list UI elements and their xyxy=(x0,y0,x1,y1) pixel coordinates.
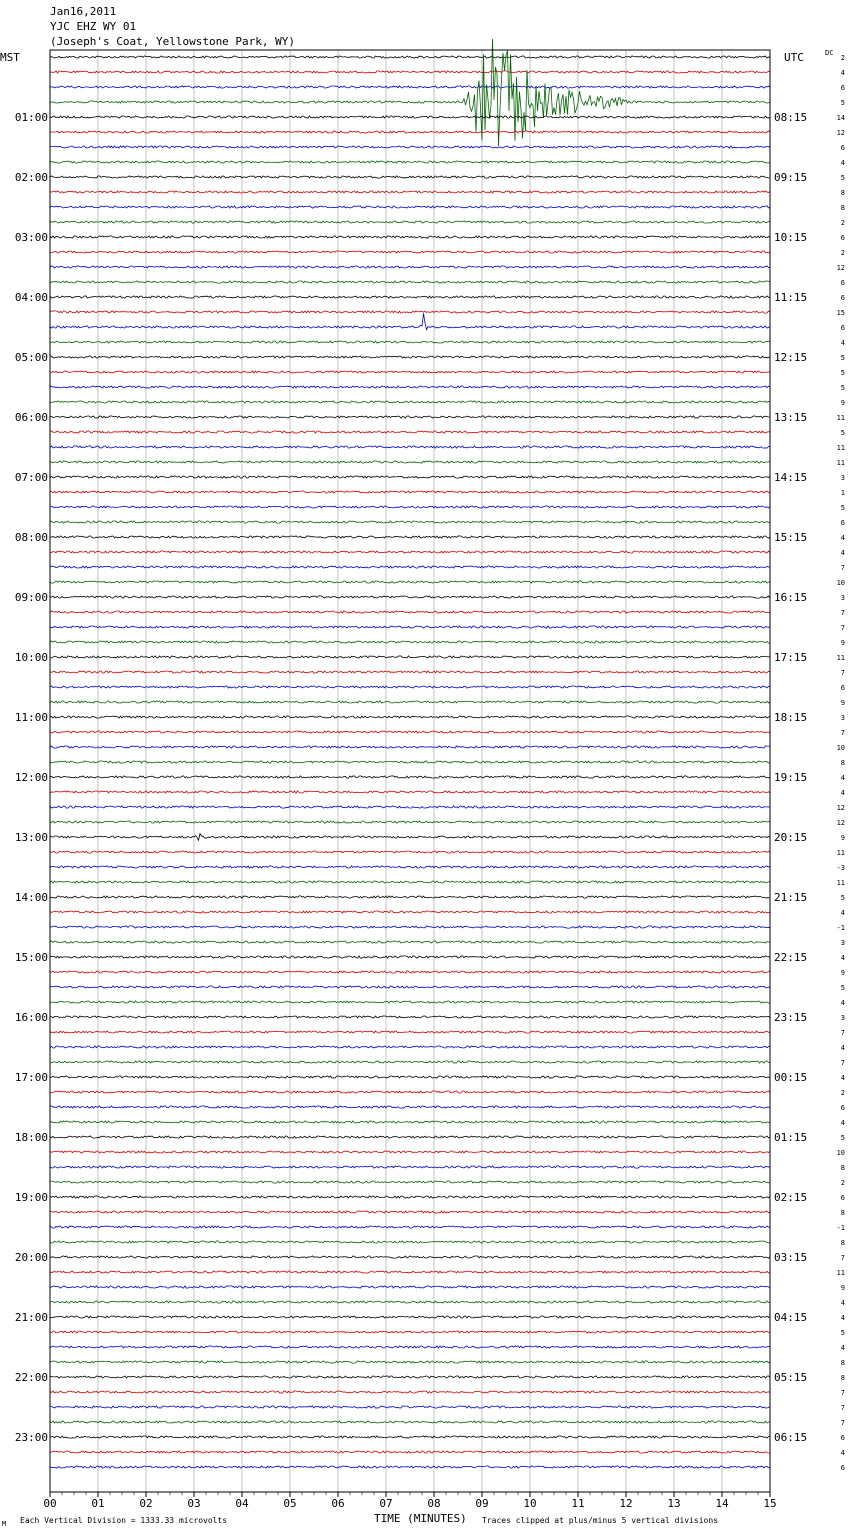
trace-row xyxy=(50,806,770,808)
right-hour-label: 11:15 xyxy=(774,291,808,304)
dc-offset-label: 6 xyxy=(840,144,845,152)
dc-offset-label: 4 xyxy=(840,549,845,557)
trace-row xyxy=(50,401,770,403)
right-hour-label: 18:15 xyxy=(774,711,808,724)
trace-row xyxy=(50,491,770,493)
left-hour-label: 12:00 xyxy=(14,771,48,784)
left-hour-label: 07:00 xyxy=(14,471,48,484)
dc-offset-label: 5 xyxy=(840,429,845,437)
dc-offset-label: 6 xyxy=(840,1104,845,1112)
left-hour-label: 04:00 xyxy=(14,291,48,304)
right-hour-label: 04:15 xyxy=(774,1311,808,1324)
x-tick-label: 12 xyxy=(619,1497,633,1510)
trace-row xyxy=(50,251,770,253)
dc-offset-label: 4 xyxy=(840,1299,845,1307)
right-hour-label: 06:15 xyxy=(774,1431,808,1444)
right-hour-label: 09:15 xyxy=(774,171,808,184)
right-hour-label: 21:15 xyxy=(774,891,808,904)
x-tick-label: 11 xyxy=(571,1497,585,1510)
dc-offset-label: 7 xyxy=(840,1404,845,1412)
x-tick-label: 06 xyxy=(331,1497,345,1510)
trace-row xyxy=(50,1421,770,1423)
trace-row xyxy=(50,686,770,688)
dc-offset-label: 3 xyxy=(840,1014,845,1022)
right-hour-label: 10:15 xyxy=(774,231,808,244)
trace-row xyxy=(50,416,770,418)
dc-offset-label: 5 xyxy=(840,504,845,512)
trace-row xyxy=(50,1286,770,1288)
dc-offset-label: 6 xyxy=(840,324,845,332)
right-hour-label: 05:15 xyxy=(774,1371,808,1384)
right-hour-label: 20:15 xyxy=(774,831,808,844)
dc-offset-label: 5 xyxy=(840,384,845,392)
trace-row xyxy=(50,1226,770,1228)
dc-offset-label: 5 xyxy=(840,984,845,992)
dc-offset-label: 12 xyxy=(836,819,845,827)
left-hour-label: 23:00 xyxy=(14,1431,48,1444)
x-tick-label: 01 xyxy=(91,1497,105,1510)
dc-offset-label: 11 xyxy=(836,459,845,467)
trace-row xyxy=(50,1076,770,1078)
right-hour-label: 00:15 xyxy=(774,1071,808,1084)
trace-row xyxy=(50,671,770,673)
right-hour-label: 03:15 xyxy=(774,1251,808,1264)
trace-row xyxy=(50,86,770,88)
trace-row xyxy=(50,296,770,298)
dc-offset-label: 3 xyxy=(840,594,845,602)
x-tick-label: 14 xyxy=(715,1497,729,1510)
right-hour-label: 16:15 xyxy=(774,591,808,604)
trace-row xyxy=(50,236,770,238)
trace-row xyxy=(50,761,770,763)
date-label: Jan16,2011 xyxy=(50,5,117,18)
dc-offset-label: 6 xyxy=(840,279,845,287)
dc-offset-label: 8 xyxy=(840,1209,845,1217)
dc-offset-label: 8 xyxy=(840,759,845,767)
trace-row xyxy=(50,941,770,943)
left-hour-label: 13:00 xyxy=(14,831,48,844)
left-hour-label: 21:00 xyxy=(14,1311,48,1324)
x-tick-label: 00 xyxy=(43,1497,57,1510)
left-hour-label: 18:00 xyxy=(14,1131,48,1144)
trace-row xyxy=(50,1256,770,1258)
trace-row xyxy=(50,626,770,628)
trace-row xyxy=(50,146,770,148)
trace-row xyxy=(50,1061,770,1063)
dc-offset-label: 11 xyxy=(836,654,845,662)
dc-offset-label: 1 xyxy=(840,489,845,497)
dc-offset-label: 9 xyxy=(840,1284,845,1292)
dc-offset-label: 3 xyxy=(840,714,845,722)
dc-offset-label: 4 xyxy=(840,1449,845,1457)
dc-offset-label: 4 xyxy=(840,1344,845,1352)
dc-offset-label: 8 xyxy=(840,1239,845,1247)
dc-offset-label: 8 xyxy=(840,189,845,197)
trace-row xyxy=(50,566,770,568)
trace-row xyxy=(50,1271,770,1273)
trace-row xyxy=(50,851,770,853)
x-tick-label: 15 xyxy=(763,1497,777,1510)
left-hour-label: 15:00 xyxy=(14,951,48,964)
left-hour-label: 22:00 xyxy=(14,1371,48,1384)
trace-row xyxy=(50,1391,770,1393)
dc-offset-label: 4 xyxy=(840,789,845,797)
trace-row xyxy=(50,386,770,388)
trace-row xyxy=(50,551,770,553)
trace-row xyxy=(50,1001,770,1003)
dc-offset-label: 11 xyxy=(836,414,845,422)
trace-row xyxy=(50,131,770,133)
trace-row xyxy=(50,431,770,433)
dc-offset-label: 9 xyxy=(840,969,845,977)
dc-offset-label: 2 xyxy=(840,249,845,257)
trace-row xyxy=(50,1466,770,1468)
trace-row xyxy=(50,39,770,146)
dc-offset-label: 5 xyxy=(840,1134,845,1142)
left-hour-label: 11:00 xyxy=(14,711,48,724)
left-hour-label: 14:00 xyxy=(14,891,48,904)
trace-row xyxy=(50,1406,770,1408)
station-label: YJC EHZ WY 01 xyxy=(50,20,137,33)
dc-offset-label: 11 xyxy=(836,444,845,452)
trace-row xyxy=(50,1361,770,1363)
left-hour-label: 19:00 xyxy=(14,1191,48,1204)
x-tick-label: 08 xyxy=(427,1497,441,1510)
trace-row xyxy=(50,266,770,268)
dc-offset-label: 4 xyxy=(840,1314,845,1322)
dc-offset-label: 4 xyxy=(840,69,845,77)
dc-offset-label: -1 xyxy=(836,924,845,932)
left-hour-label: 06:00 xyxy=(14,411,48,424)
trace-row xyxy=(50,881,770,883)
dc-offset-label: 6 xyxy=(840,84,845,92)
left-hour-label: 05:00 xyxy=(14,351,48,364)
dc-offset-label: 5 xyxy=(840,894,845,902)
x-tick-label: 07 xyxy=(379,1497,393,1510)
trace-row xyxy=(50,701,770,703)
trace-row xyxy=(50,116,770,118)
dc-offset-label: 9 xyxy=(840,639,845,647)
dc-offset-label: 7 xyxy=(840,564,845,572)
left-axis-title: MST xyxy=(0,51,20,64)
dc-offset-label: 2 xyxy=(840,1179,845,1187)
trace-row xyxy=(50,656,770,658)
dc-offset-label: 9 xyxy=(840,399,845,407)
trace-row xyxy=(50,56,770,58)
trace-row xyxy=(50,1241,770,1243)
trace-row xyxy=(50,446,770,448)
dc-column-title: DC xyxy=(825,49,834,57)
dc-offset-label: 8 xyxy=(840,1164,845,1172)
corner-mark: M xyxy=(2,1520,7,1528)
trace-row xyxy=(50,221,770,223)
dc-offset-label: 4 xyxy=(840,1119,845,1127)
dc-offset-label: 2 xyxy=(840,1089,845,1097)
dc-offset-label: 12 xyxy=(836,804,845,812)
dc-offset-label: 6 xyxy=(840,519,845,527)
dc-offset-label: 5 xyxy=(840,99,845,107)
trace-row xyxy=(50,161,770,163)
trace-row xyxy=(50,191,770,193)
trace-row xyxy=(50,866,770,868)
dc-offset-label: 6 xyxy=(840,684,845,692)
x-tick-label: 09 xyxy=(475,1497,489,1510)
dc-offset-label: 5 xyxy=(840,369,845,377)
trace-row xyxy=(50,956,770,958)
trace-row xyxy=(50,1136,770,1138)
trace-row xyxy=(50,1181,770,1183)
left-hour-label: 01:00 xyxy=(14,111,48,124)
dc-offset-label: 7 xyxy=(840,669,845,677)
trace-row xyxy=(50,1016,770,1018)
dc-offset-label: 10 xyxy=(836,1149,845,1157)
right-hour-label: 12:15 xyxy=(774,351,808,364)
trace-row xyxy=(50,1031,770,1033)
trace-row xyxy=(50,1121,770,1123)
trace-row xyxy=(50,641,770,643)
x-tick-label: 10 xyxy=(523,1497,537,1510)
trace-row xyxy=(50,834,770,841)
left-hour-label: 03:00 xyxy=(14,231,48,244)
right-hour-label: 13:15 xyxy=(774,411,808,424)
trace-row xyxy=(50,311,770,313)
trace-row xyxy=(50,731,770,733)
trace-row xyxy=(50,1436,770,1438)
trace-row xyxy=(50,1331,770,1333)
trace-row xyxy=(50,581,770,583)
trace-row xyxy=(50,896,770,898)
dc-offset-label: 12 xyxy=(836,264,845,272)
trace-row xyxy=(50,314,770,330)
dc-offset-label: 6 xyxy=(840,1194,845,1202)
x-tick-label: 04 xyxy=(235,1497,249,1510)
axis-labels xyxy=(15,54,845,1510)
right-hour-label: 08:15 xyxy=(774,111,808,124)
left-hour-label: 10:00 xyxy=(14,651,48,664)
scale-note: Each Vertical Division = 1333.33 microvolts xyxy=(20,1516,228,1525)
left-hour-label: 16:00 xyxy=(14,1011,48,1024)
trace-row xyxy=(50,281,770,283)
trace-row xyxy=(50,1046,770,1048)
dc-offset-label: 4 xyxy=(840,909,845,917)
trace-row xyxy=(50,791,770,793)
dc-offset-label: 3 xyxy=(840,939,845,947)
dc-offset-label: 8 xyxy=(840,1359,845,1367)
dc-offset-label: 4 xyxy=(840,954,845,962)
dc-offset-label: 11 xyxy=(836,1269,845,1277)
trace-row xyxy=(50,521,770,523)
trace-row xyxy=(50,1376,770,1378)
dc-offset-label: 14 xyxy=(836,114,845,122)
dc-offset-label: 4 xyxy=(840,774,845,782)
trace-row xyxy=(50,476,770,478)
left-hour-label: 02:00 xyxy=(14,171,48,184)
right-hour-label: 01:15 xyxy=(774,1131,808,1144)
trace-row xyxy=(50,1211,770,1213)
dc-offset-label: 6 xyxy=(840,1434,845,1442)
dc-offset-label: 7 xyxy=(840,1389,845,1397)
right-hour-label: 15:15 xyxy=(774,531,808,544)
trace-row xyxy=(50,1091,770,1093)
dc-offset-label: 15 xyxy=(836,309,845,317)
trace-row xyxy=(50,776,770,778)
trace-row xyxy=(50,1301,770,1303)
x-tick-label: 02 xyxy=(139,1497,153,1510)
dc-offset-label: 4 xyxy=(840,534,845,542)
trace-row xyxy=(50,746,770,748)
right-hour-label: 23:15 xyxy=(774,1011,808,1024)
right-axis-title: UTC xyxy=(784,51,804,64)
dc-offset-label: 9 xyxy=(840,699,845,707)
dc-offset-label: 8 xyxy=(840,204,845,212)
trace-row xyxy=(50,506,770,508)
trace-row xyxy=(50,611,770,613)
dc-offset-label: 5 xyxy=(840,1329,845,1337)
right-hour-label: 14:15 xyxy=(774,471,808,484)
dc-offset-label: 4 xyxy=(840,339,845,347)
trace-row xyxy=(50,716,770,718)
left-hour-label: 17:00 xyxy=(14,1071,48,1084)
right-hour-label: 22:15 xyxy=(774,951,808,964)
dc-offset-label: 7 xyxy=(840,624,845,632)
dc-offset-label: 5 xyxy=(840,354,845,362)
dc-offset-label: 11 xyxy=(836,849,845,857)
left-hour-label: 09:00 xyxy=(14,591,48,604)
left-hour-label: 20:00 xyxy=(14,1251,48,1264)
dc-offset-label: 7 xyxy=(840,1254,845,1262)
trace-row xyxy=(50,986,770,988)
dc-offset-label: 7 xyxy=(840,609,845,617)
dc-offset-label: 6 xyxy=(840,294,845,302)
dc-offset-label: 4 xyxy=(840,1044,845,1052)
dc-offset-label: 6 xyxy=(840,234,845,242)
dc-offset-label: 8 xyxy=(840,1374,845,1382)
dc-offset-label: 4 xyxy=(840,999,845,1007)
trace-group xyxy=(50,39,770,1468)
dc-offset-label: 7 xyxy=(840,1059,845,1067)
x-tick-label: 05 xyxy=(283,1497,297,1510)
dc-offset-label: 11 xyxy=(836,879,845,887)
trace-row xyxy=(50,1316,770,1318)
trace-row xyxy=(50,206,770,208)
dc-offset-label: 6 xyxy=(840,1464,845,1472)
dc-offset-label: 4 xyxy=(840,1074,845,1082)
dc-offset-label: 5 xyxy=(840,174,845,182)
trace-row xyxy=(50,356,770,358)
location-label: (Joseph's Coat, Yellowstone Park, WY) xyxy=(50,35,296,48)
x-tick-label: 13 xyxy=(667,1497,681,1510)
trace-row xyxy=(50,971,770,973)
trace-row xyxy=(50,926,770,928)
dc-offset-label: 2 xyxy=(840,54,845,62)
trace-row xyxy=(50,461,770,463)
trace-row xyxy=(50,1106,770,1108)
trace-row xyxy=(50,596,770,598)
dc-offset-label: 3 xyxy=(840,474,845,482)
clip-note: Traces clipped at plus/minus 5 vertical divisions xyxy=(482,1516,719,1525)
right-hour-label: 02:15 xyxy=(774,1191,808,1204)
dc-offset-label: 12 xyxy=(836,129,845,137)
trace-row xyxy=(50,176,770,178)
trace-row xyxy=(50,371,770,373)
trace-row xyxy=(50,911,770,913)
dc-offset-label: 2 xyxy=(840,219,845,227)
x-axis-title: TIME (MINUTES) xyxy=(374,1512,467,1525)
dc-offset-label: 10 xyxy=(836,579,845,587)
trace-row xyxy=(50,1166,770,1168)
dc-offset-label: 7 xyxy=(840,1029,845,1037)
left-hour-label: 08:00 xyxy=(14,531,48,544)
x-tick-label: 03 xyxy=(187,1497,201,1510)
trace-row xyxy=(50,821,770,823)
trace-row xyxy=(50,536,770,538)
trace-row xyxy=(50,1151,770,1153)
right-hour-label: 19:15 xyxy=(774,771,808,784)
dc-offset-label: -1 xyxy=(836,1224,845,1232)
dc-offset-label: -3 xyxy=(836,864,845,872)
dc-offset-label: 4 xyxy=(840,159,845,167)
right-hour-label: 17:15 xyxy=(774,651,808,664)
trace-row xyxy=(50,341,770,343)
dc-offset-label: 7 xyxy=(840,729,845,737)
trace-row xyxy=(50,71,770,73)
dc-offset-label: 7 xyxy=(840,1419,845,1427)
dc-offset-label: 9 xyxy=(840,834,845,842)
dc-offset-label: 10 xyxy=(836,744,845,752)
trace-row xyxy=(50,1346,770,1348)
trace-row xyxy=(50,1451,770,1453)
trace-row xyxy=(50,1196,770,1198)
